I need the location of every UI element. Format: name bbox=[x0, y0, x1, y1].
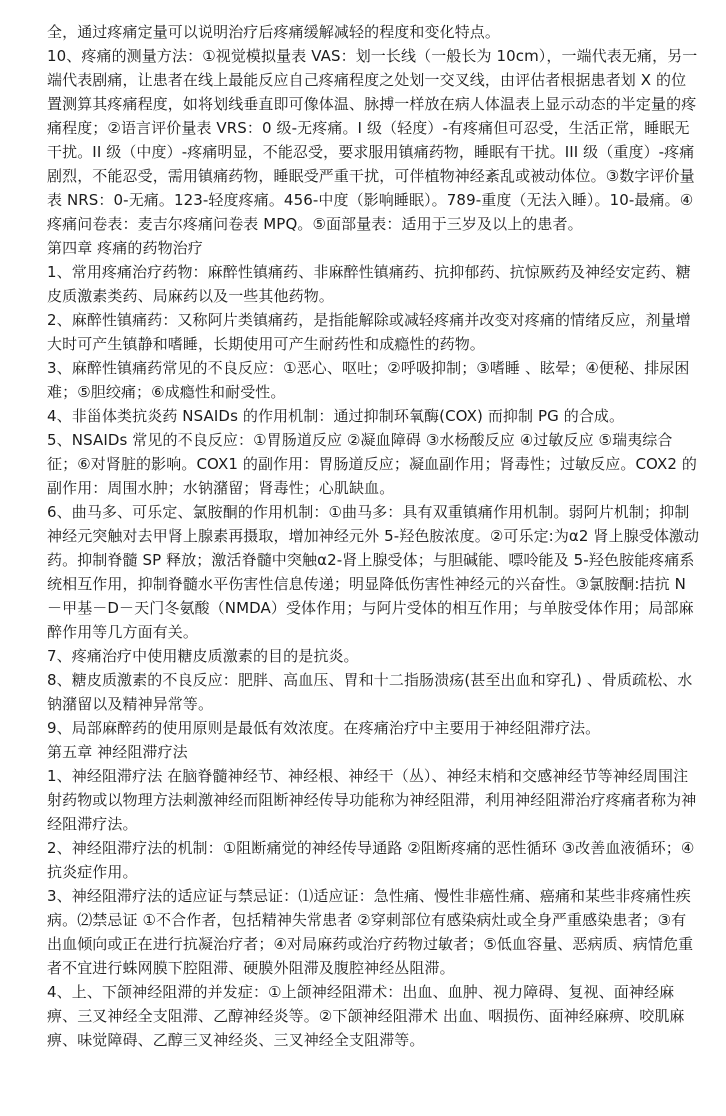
paragraph-ch4-item-4: 4、非甾体类抗炎药 NSAIDs 的作用机制：通过抑制环氧酶(COX) 而抑制 PG 的合成。 bbox=[47, 407, 625, 425]
chapter-4-heading: 第四章 疼痛的药物治疗 bbox=[47, 239, 203, 257]
paragraph-intro-continuation: 全，通过疼痛定量可以说明治疗后疼痛缓解减轻的程度和变化特点。 bbox=[47, 23, 501, 41]
paragraph-ch4-item-8: 8、糖皮质激素的不良反应：肥胖、高血压、胃和十二指肠溃疡(甚至出血和穿孔) 、骨质疏松、水钠潴留以及精神异常等。 bbox=[47, 671, 693, 713]
paragraph-ch5-item-3: 3、神经阻滞疗法的适应证与禁忌证：⑴适应证：急性痛、慢性非癌性痛、癌痛和某些非疼痛性疾病。⑵禁忌证 ①不合作者，包括精神失常患者 ②穿刺部位有感染病灶或全身严重感染患者；③有出血倾向或正在进行抗凝治疗者；④对局麻药或治疗药物过敏者；⑤低血容量、恶病质、病情危重者不宜进行蛛网膜下腔阻滞、硬膜外阻滞及腹腔神经丛阻滞。 bbox=[47, 887, 694, 977]
paragraph-ch4-item-3: 3、麻醉性镇痛药常见的不良反应：①恶心、呕吐；②呼吸抑制；③嗜睡 、眩晕；④便秘、排尿困难；⑤胆绞痛；⑥成瘾性和耐受性。 bbox=[47, 359, 690, 401]
paragraph-ch4-item-7: 7、疼痛治疗中使用糖皮质激素的目的是抗炎。 bbox=[47, 647, 359, 665]
paragraph-pain-measurement: 10、疼痛的测量方法：①视觉模拟量表 VAS：划一长线（一般长为 10cm），一端代表无痛，另一端代表剧痛，让患者在线上最能反应自己疼痛程度之处划一交叉线，由评估者根据患者划 X 的位置测算其疼痛程度，如将划线垂直即可像体温、脉搏一样放在病人体温表上显示动态的半定量的疼痛程度；②语言评价量表 VRS：0 级-无疼痛。I 级（轻度）-有疼痛但可忍受，生活正常，睡眠无干扰。II 级（中度）-疼痛明显，不能忍受，要求服用镇痛药物，睡眠有干扰。III 级（重度）-疼痛剧烈，不能忍受，需用镇痛药物，睡眠受严重干扰，可伴植物神经紊乱或被动体位。③数字评价量表 NRS：0-无痛。123-轻度疼痛。456-中度（影响睡眠）。789-重度（无法入睡）。10-最痛。④疼痛问卷表：麦吉尔疼痛问卷表 MPQ。⑤面部量表：适用于三岁及以上的患者。 bbox=[47, 47, 698, 233]
paragraph-ch5-item-1: 1、神经阻滞疗法 在脑脊髓神经节、神经根、神经干（丛）、神经末梢和交感神经节等神经周围注射药物或以物理方法刺激神经而阻断神经传导功能称为神经阻滞，利用神经阻滞治疗疼痛者称为神经阻滞疗法。 bbox=[47, 767, 697, 833]
paragraph-ch4-item-1: 1、常用疼痛治疗药物：麻醉性镇痛药、非麻醉性镇痛药、抗抑郁药、抗惊厥药及神经安定药、糖皮质激素类药、局麻药以及一些其他药物。 bbox=[47, 263, 691, 305]
paragraph-ch4-item-5: 5、NSAIDs 常见的不良反应：①胃肠道反应 ②凝血障碍 ③水杨酸反应 ④过敏反应 ⑤瑞夷综合征；⑥对肾脏的影响。COX1 的副作用：胃肠道反应；凝血副作用；肾毒性；过敏反应。COX2 的副作用：周围水肿；水钠潴留；肾毒性；心肌缺血。 bbox=[47, 431, 697, 497]
paragraph-ch4-item-9: 9、局部麻醉药的使用原则是最低有效浓度。在疼痛治疗中主要用于神经阻滞疗法。 bbox=[47, 719, 601, 737]
paragraph-ch4-item-2: 2、麻醉性镇痛药：又称阿片类镇痛药，是指能解除或减轻疼痛并改变对疼痛的情绪反应，剂量增大时可产生镇静和嗜睡，长期使用可产生耐药性和成瘾性的药物。 bbox=[47, 311, 691, 353]
chapter-5-heading: 第五章 神经阻滞疗法 bbox=[47, 743, 188, 761]
paragraph-ch5-item-2: 2、神经阻滞疗法的机制：①阻断痛觉的神经传导通路 ②阻断疼痛的恶性循环 ③改善血液循环；④抗炎症作用。 bbox=[47, 839, 695, 881]
paragraph-ch4-item-6: 6、曲马多、可乐定、氯胺酮的作用机制：①曲马多：具有双重镇痛作用机制。弱阿片机制；抑制神经元突触对去甲肾上腺素再摄取，增加神经元外 5-羟色胺浓度。②可乐定:为α2 肾上腺受体激动药。抑制脊髓 SP 释放；激活脊髓中突触α2-肾上腺受体；与胆碱能、嘌呤能及 5-羟色胺能疼痛系统相互作用，抑制脊髓水平伤害性信息传递；明显降低伤害性神经元的兴奋性。③氯胺酮:拮抗 N－甲基－D－天门冬氨酸（NMDA）受体作用；与阿片受体的相互作用；与单胺受体作用；局部麻醉作用等几方面有关。 bbox=[47, 503, 700, 641]
paragraph-ch5-item-4: 4、上、下颌神经阻滞的并发症：①上颌神经阻滞术：出血、血肿、视力障碍、复视、面神经麻痹、三叉神经全支阻滞、乙醇神经炎等。②下颌神经阻滞术 出血、咽损伤、面神经麻痹、咬肌麻痹、味觉障碍、乙醇三叉神经炎、三叉神经全支阻滞等。 bbox=[47, 983, 685, 1049]
